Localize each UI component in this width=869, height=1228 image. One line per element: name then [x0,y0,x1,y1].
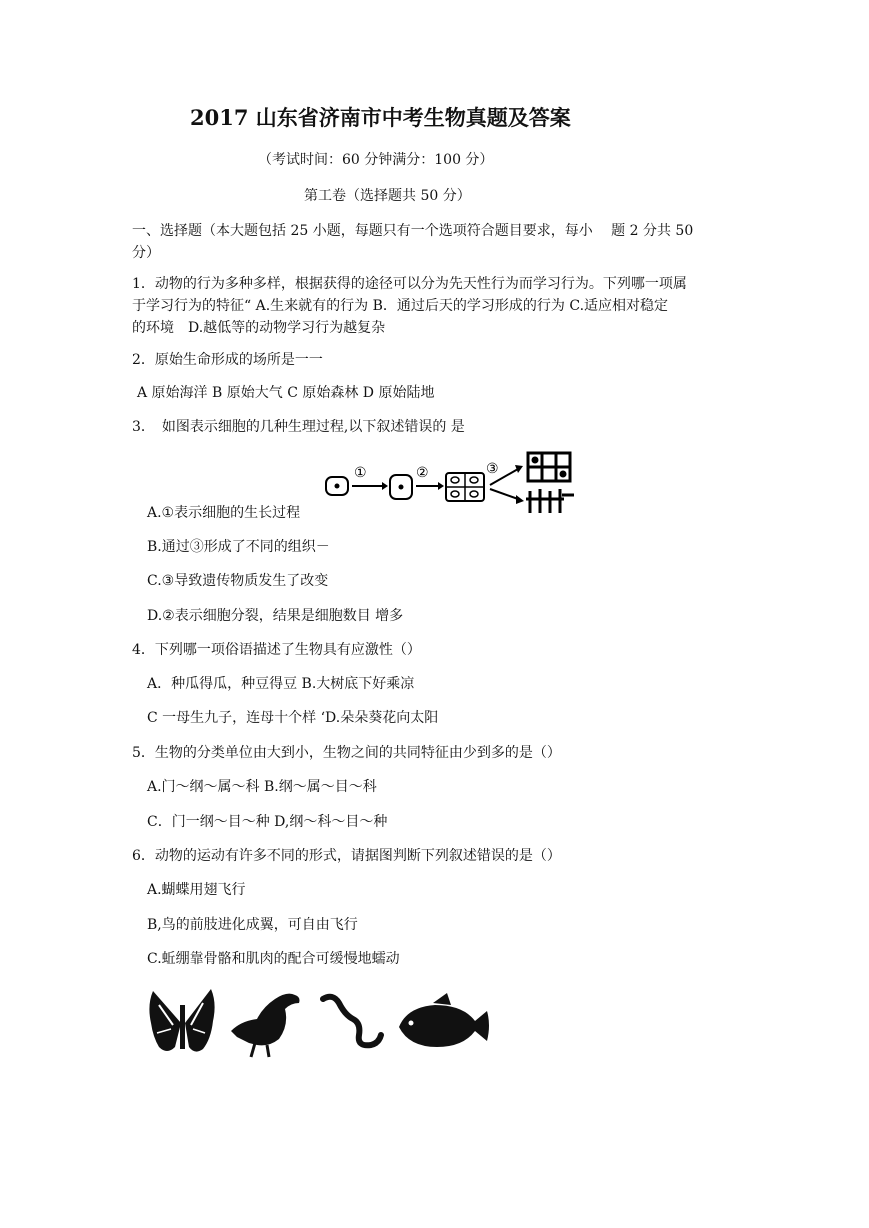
q3-option-b: B.通过③形成了不同的组织－ [147,539,330,555]
q4-options-1: A．种瓜得瓜，种豆得豆 B.大树底下好乘凉 [147,676,415,692]
q6-option-b: B,鸟的前肢进化成翼，可自由飞行 [147,917,358,933]
q1-line1: 1．动物的行为多种多样，根据获得的途径可以分为先天性行为而学习行为。下列哪一项属 [132,276,687,292]
q4-stem: 4．下列哪一项俗语描述了生物具有应激性（） [132,642,421,658]
part-heading: 第工卷（选择题共 50 分） [304,188,471,204]
bird-icon [231,994,300,1057]
q6-option-a: A.蝴蝶用翅飞行 [147,882,246,898]
animals-figure [145,985,495,1060]
q5-options-1: A.门～纲～属～科 B.纲～属～目～科 [147,779,377,795]
q3-option-a: A.①表示细胞的生长过程 [147,505,301,521]
q1-line3: 的环境 D.越低等的动物学习行为越复杂 [132,320,386,336]
section-heading-line2: 分） [132,245,160,261]
q4-options-2: C 一母生九子，连母十个样 ‘D.朵朵葵花向太阳 [147,710,439,726]
q5-options-2: C．门一纲～目～种 D,纲～科～目～种 [147,814,388,830]
q3-option-c: C.③导致遗传物质发生了改变 [147,573,329,589]
step-2-label: ② [416,465,429,481]
page-title: 2017 山东省济南市中考生物真题及答案 [190,105,571,130]
q2-stem: 2．原始生命形成的场所是一一 [132,352,323,368]
exam-info: （考试时间：60 分钟满分：100 分） [258,152,494,168]
q6-stem: 6．动物的运动有许多不同的形式，请据图判断下列叙述错误的是（） [132,848,561,864]
q6-option-c: C.蚯绷靠骨骼和肌肉的配合可缓慢地蠕动 [147,951,400,967]
step-3-label: ③ [486,461,499,477]
q3-option-d: D.②表示细胞分裂，结果是细胞数目 增多 [147,608,404,624]
butterfly-icon [149,989,214,1052]
earthworm-icon [323,997,381,1046]
fish-icon [399,993,489,1047]
tissue-b [526,489,574,513]
q5-stem: 5．生物的分类单位由大到小，生物之间的共同特征由少到多的是（） [132,745,561,761]
q3-stem: 3． 如图表示细胞的几种生理过程,以下叙述错误的 是 [132,419,465,435]
q1-line2: 于学习行为的特征“ A.生来就有的行为 B．通过后天的学习形成的行为 C.适应相对稳定 [132,298,669,314]
cell-process-diagram [318,447,590,517]
tissue-a [528,453,570,481]
section-heading-line1: 一、选择题（本大题包括 25 小题，每题只有一个选项符合题目要求，每小 题 2 分共 50 [132,223,694,239]
q2-options: A 原始海洋 B 原始大气 C 原始森林 D 原始陆地 [137,385,435,401]
step-1-label: ① [354,465,367,481]
